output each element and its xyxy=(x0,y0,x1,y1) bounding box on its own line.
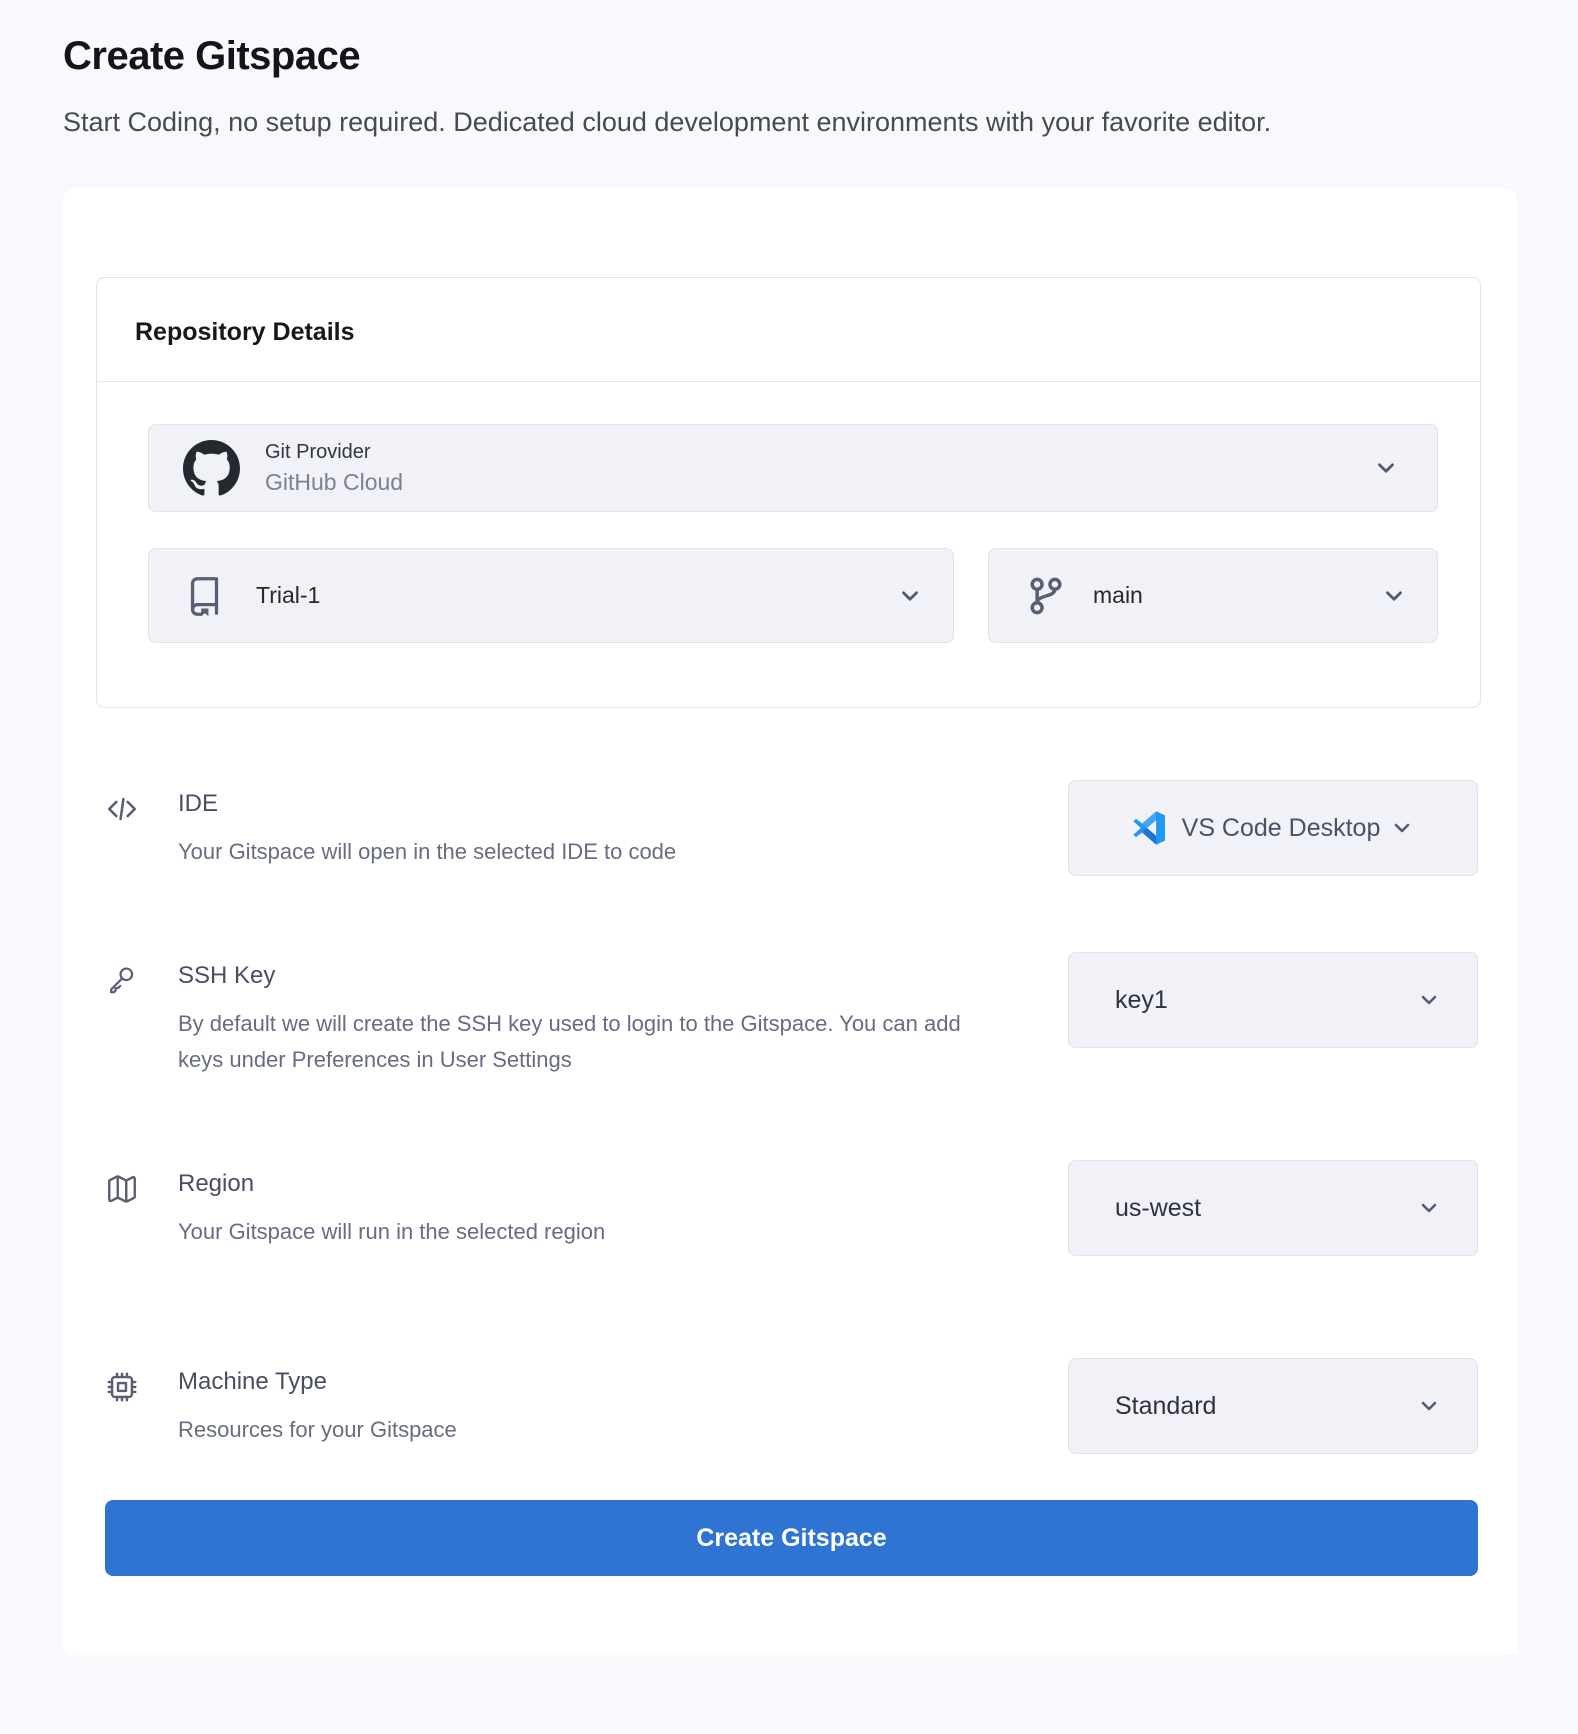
repo-branch-row xyxy=(148,548,1438,643)
map-icon xyxy=(105,1172,139,1206)
setting-row-region xyxy=(105,1170,1478,1256)
branch-select[interactable] xyxy=(988,548,1438,643)
repository-select-value: Trial-1 xyxy=(256,582,321,609)
setting-row-ide xyxy=(105,790,1478,876)
chevron-down-icon xyxy=(897,583,923,609)
region-label: Region xyxy=(178,1170,255,1198)
key-icon xyxy=(105,964,139,997)
region-description: Your Gitspace will run in the selected region xyxy=(178,1219,606,1245)
chevron-down-icon xyxy=(1373,455,1399,481)
ssh-key-select[interactable] xyxy=(1068,952,1478,1048)
git-provider-value: GitHub Cloud xyxy=(265,468,404,495)
machine-type-select-value: Standard xyxy=(1115,1391,1217,1420)
setting-texts-region xyxy=(178,1170,605,1250)
setting-row-ssh-key xyxy=(105,962,1478,1078)
machine-type-description: Resources for your Gitspace xyxy=(178,1417,457,1443)
chevron-down-icon xyxy=(1390,816,1414,840)
page-title: Create Gitspace xyxy=(63,34,361,78)
git-branch-icon xyxy=(1025,575,1067,617)
setting-row-machine-type xyxy=(105,1368,1478,1454)
setting-texts-machine-type xyxy=(178,1368,457,1448)
page-subtitle: Start Coding, no setup required. Dedicated cloud development environments with your favorite editor. xyxy=(63,107,1272,137)
repository-details-section xyxy=(96,277,1481,708)
region-select[interactable] xyxy=(1068,1160,1478,1256)
machine-type-select[interactable] xyxy=(1068,1358,1478,1454)
vscode-icon xyxy=(1132,811,1166,845)
repository-select[interactable] xyxy=(148,548,954,643)
code-icon xyxy=(105,792,139,826)
branch-select-value: main xyxy=(1093,582,1143,609)
cpu-icon xyxy=(105,1370,139,1404)
chevron-down-icon xyxy=(1417,988,1441,1012)
repository-details-body xyxy=(97,382,1480,707)
chevron-down-icon xyxy=(1417,1394,1441,1418)
ide-description: Your Gitspace will open in the selected IDE to code xyxy=(178,839,677,865)
chevron-down-icon xyxy=(1417,1196,1441,1220)
setting-texts-ide xyxy=(178,790,676,870)
ide-select[interactable] xyxy=(1068,780,1478,876)
page-header xyxy=(0,0,1578,141)
ide-select-value: VS Code Desktop xyxy=(1181,813,1381,842)
machine-type-label: Machine Type xyxy=(178,1368,327,1396)
gitspace-settings xyxy=(105,790,1478,1454)
ssh-key-select-value: key1 xyxy=(1115,985,1168,1014)
chevron-down-icon xyxy=(1381,583,1407,609)
setting-texts-ssh-key xyxy=(178,962,978,1078)
create-gitspace-button[interactable]: Create Gitspace xyxy=(105,1500,1478,1576)
ssh-key-description: By default we will create the SSH key used to login to the Gitspace. You can add keys under Preferences in User Settings xyxy=(178,1011,961,1073)
repository-details-title: Repository Details xyxy=(97,278,1480,382)
region-select-value: us-west xyxy=(1115,1193,1202,1222)
create-gitspace-card xyxy=(63,189,1517,1655)
git-provider-label: Git Provider xyxy=(265,440,371,463)
repository-icon xyxy=(182,573,228,619)
git-provider-texts xyxy=(265,441,403,496)
github-icon xyxy=(183,440,240,497)
ssh-key-label: SSH Key xyxy=(178,962,276,990)
ide-label: IDE xyxy=(178,790,219,818)
git-provider-select[interactable] xyxy=(148,424,1438,512)
